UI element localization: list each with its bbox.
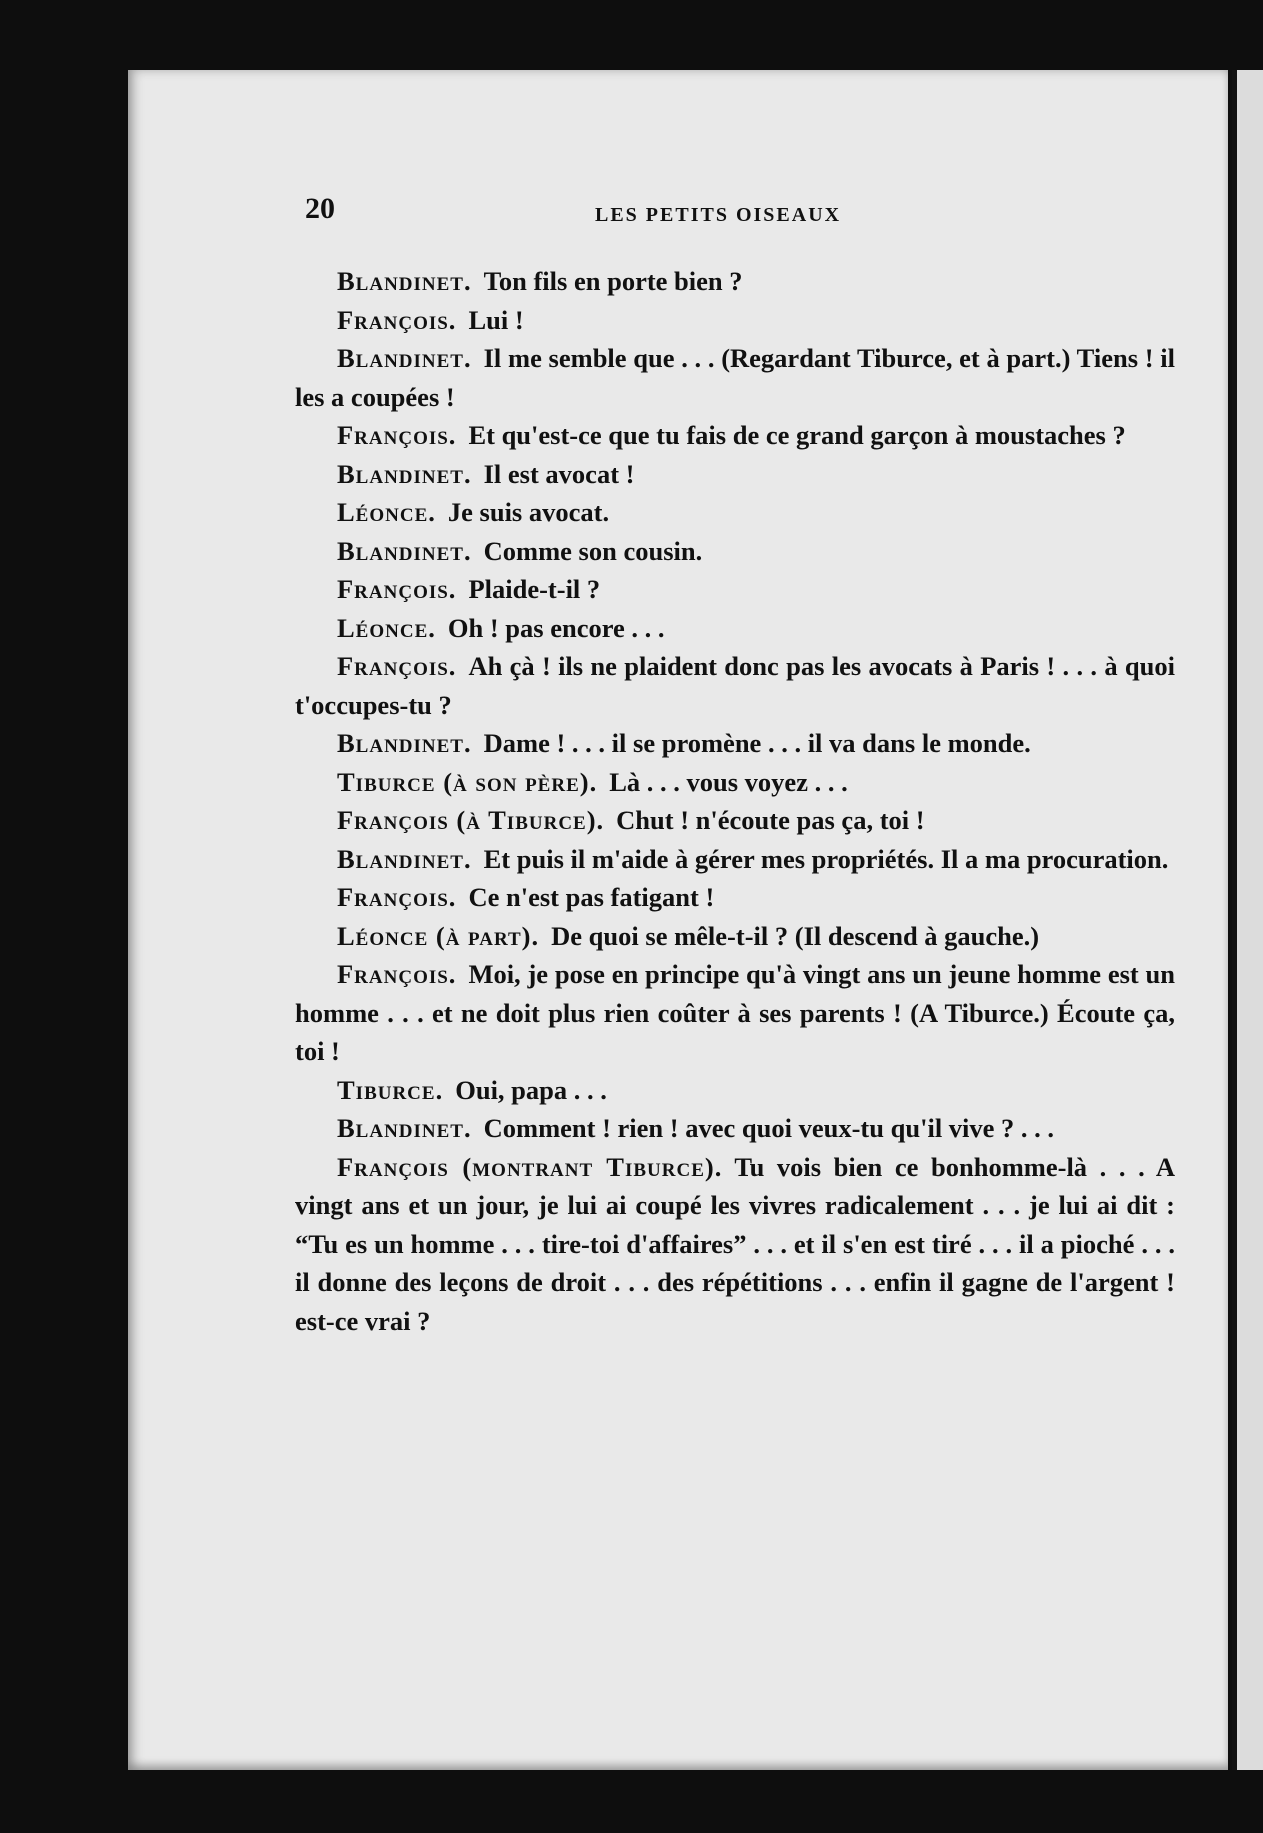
- speaker-name: Léonce (à part).: [337, 920, 540, 951]
- page-number: 20: [305, 192, 335, 225]
- dialogue-line: [295, 493, 1175, 532]
- speaker-name: François (montrant Tiburce).: [337, 1151, 723, 1182]
- line-text: Chut ! n'écoute pas ça, toi !: [616, 805, 925, 835]
- dialogue-line: [295, 570, 1175, 609]
- dialogue-line: [295, 647, 1175, 724]
- line-text: Et qu'est-ce que tu fais de ce grand garçon à moustaches ?: [468, 420, 1126, 450]
- page-header: [305, 192, 1185, 232]
- speaker-name: Blandinet.: [337, 343, 472, 373]
- running-title: LES PETITS OISEAUX: [595, 204, 842, 226]
- speaker-name: Léonce.: [337, 612, 436, 643]
- dialogue-line: [295, 878, 1175, 917]
- dialogue-line: [295, 609, 1175, 648]
- line-text: Oui, papa . . .: [455, 1074, 607, 1105]
- dialogue-line: [295, 1148, 1175, 1341]
- speaker-name: François.: [337, 304, 457, 335]
- line-text: Ce n'est pas fatigant !: [468, 882, 715, 912]
- dialogue-line: [295, 339, 1175, 416]
- line-text: Comment ! rien ! avec quoi veux-tu qu'il vive ? . . .: [483, 1113, 1055, 1143]
- line-text: Plaide-t-il ?: [468, 574, 601, 604]
- speaker-name: François.: [337, 651, 457, 681]
- speaker-name: Blandinet.: [337, 1113, 472, 1143]
- speaker-name: Blandinet.: [337, 843, 472, 874]
- dialogue-line: [295, 955, 1175, 1071]
- dialogue-line: [295, 532, 1175, 571]
- speaker-name: Blandinet.: [337, 266, 472, 296]
- line-text: Et puis il m'aide à gérer mes propriétés. Il a ma procuration.: [483, 843, 1169, 874]
- speaker-name: Blandinet.: [337, 535, 472, 566]
- dialogue-text: [295, 262, 1175, 1340]
- dialogue-line: [295, 1071, 1175, 1110]
- speaker-name: François.: [337, 574, 457, 604]
- speaker-name: Blandinet.: [337, 458, 472, 489]
- line-text: Moi, je pose en principe qu'à vingt ans un jeune homme est un homme . . . et ne doit plus rien coûter à ses parents ! (A Tiburce.) Écoute ça, toi !: [295, 959, 1175, 1066]
- line-text: Lui !: [468, 304, 524, 335]
- line-text: Tu vois bien ce bonhomme-là . . . A vingt ans et un jour, je lui ai coupé les vivres radicalement . . . je lui ai dit : “Tu es un homme . . . tire-toi d'affaires” . . . et il s'en est tiré . . . il a pioché . . . il donne des leçons de droit . . . des répétitions . . . enfin il gagne de l'argent ! est-ce vrai ?: [295, 1151, 1175, 1336]
- line-text: Comme son cousin.: [483, 535, 703, 566]
- line-text: Oh ! pas encore . . .: [447, 612, 665, 643]
- speaker-name: Tiburce (à son père).: [337, 766, 598, 797]
- line-text: Dame ! . . . il se promène . . . il va dans le monde.: [483, 728, 1031, 758]
- speaker-name: François (à Tiburce).: [337, 805, 605, 835]
- speaker-name: François.: [337, 882, 457, 912]
- speaker-name: Léonce.: [337, 497, 436, 527]
- dialogue-line: [295, 801, 1175, 840]
- line-text: Il me semble que . . . (Regardant Tiburce, et à part.) Tiens ! il les a coupées !: [295, 343, 1175, 412]
- dialogue-line: [295, 455, 1175, 494]
- dialogue-line: [295, 724, 1175, 763]
- line-text: Je suis avocat.: [447, 497, 610, 527]
- line-text: Là . . . vous voyez . . .: [609, 766, 848, 797]
- speaker-name: François.: [337, 420, 457, 450]
- line-text: Ton fils en porte bien ?: [483, 266, 743, 296]
- page-edge: [1232, 70, 1263, 1770]
- speaker-name: Tiburce.: [337, 1074, 444, 1105]
- dialogue-line: [295, 416, 1175, 455]
- dialogue-line: [295, 301, 1175, 340]
- dialogue-line: [295, 1109, 1175, 1148]
- dialogue-line: [295, 262, 1175, 301]
- dialogue-line: [295, 763, 1175, 802]
- dialogue-line: [295, 917, 1175, 956]
- line-text: Il est avocat !: [483, 458, 635, 489]
- dialogue-line: [295, 840, 1175, 879]
- line-text: De quoi se mêle-t-il ? (Il descend à gauche.): [551, 920, 1040, 951]
- speaker-name: Blandinet.: [337, 728, 472, 758]
- speaker-name: François.: [337, 959, 457, 989]
- line-text: Ah çà ! ils ne plaident donc pas les avocats à Paris ! . . . à quoi t'occupes-tu ?: [295, 651, 1175, 720]
